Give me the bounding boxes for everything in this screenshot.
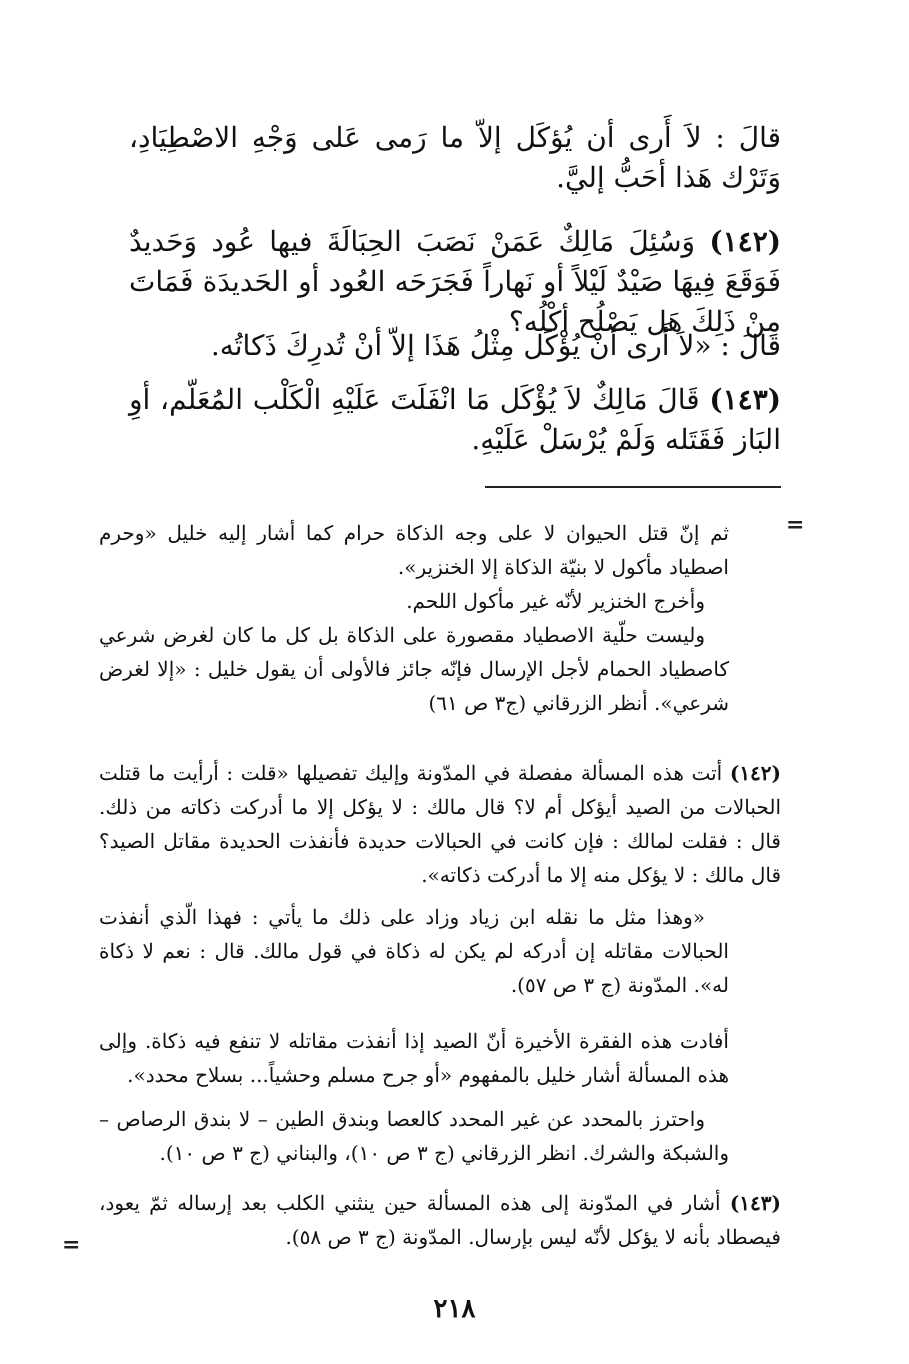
footnote-142-c: أفادت هذه الفقرة الأخيرة أنّ الصيد إذا أنفذت مقاتله لا تنفع فيه ذكاة. وإلى هذه المسألة أشار خليل بالمفهوم «أو جرح مسلم وحشياً... بسلاح محدد». xyxy=(99,1029,729,1087)
footnote-142 xyxy=(99,756,781,892)
main-paragraph-143 xyxy=(129,380,781,460)
footnote-cont-3: وليست حلّية الاصطياد مقصورة على الذكاة بل كل ما كان لغرض شرعي كاصطياد الحمام لأجل الإرسال فإنّه جائز فالأولى أن يقول خليل : «إلا لغرض شرعي». أنظر الزرقاني (ج٣ ص ٦١) xyxy=(99,623,729,715)
page-number: ٢١٨ xyxy=(433,1294,476,1324)
main-text xyxy=(129,118,781,198)
continuation-marker-top: = xyxy=(786,512,805,538)
paragraph-number: (١٤٢) xyxy=(709,225,781,258)
footnote-number: (١٤٢) xyxy=(729,761,782,785)
footnote-cont-1: ثم إنّ قتل الحيوان لا على وجه الذكاة حرام كما أشار إليه خليل «وحرم اصطياد مأكول لا بنيّة الذكاة إلا الخنزير». xyxy=(99,521,729,579)
footnote-number: (١٤٣) xyxy=(729,1191,781,1215)
continuation-marker-bottom: = xyxy=(62,1232,81,1258)
main-paragraph-1: قالَ : لاَ أَرى أن يُؤكَل إلاّ ما رَمى عَلى وَجْهِ الاصْطِيَادِ، وَتَرْك هَذا أحَبُّ إليَّ. xyxy=(129,121,781,194)
footnote-cont-2: وأخرج الخنزير لأنّه غير مأكول اللحم. xyxy=(406,589,705,613)
main-paragraph-3: قالَ : «لاَ أَرى أنْ يُؤْكَل مِثْلُ هَذَا إلاّ أنْ تُدرِكَ ذَكاتُه. xyxy=(210,329,781,362)
footnote-text: أتت هذه المسألة مفصلة في المدّونة وإليك تفصيلها «قلت : أرأيت ما قتلت الحبالات من الصيد أيؤكل أم لا؟ قال مالك : لا يؤكل إلا ما أدركت ذكاته من ذلك. قال : فقلت لمالك : فإن كانت في الحبالات حديدة فأنفذت الحديدة مقاتل الصيد؟ قال مالك : لا يؤكل منه إلا ما أدركت ذكاته». xyxy=(99,761,781,887)
footnote-142-b: «وهذا مثل ما نقله ابن زياد وزاد على ذلك ما يأتي : فهذا الّذي أنفذت الحبالات مقاتله إن أدركه لم يكن له ذكاة في قول مالك. قال : نعم لا ذكاة له». المدّونة (ج ٣ ص ٥٧). xyxy=(99,905,729,997)
footnote-text: أشار في المدّونة إلى هذه المسألة حين ينثني الكلب بعد إرساله ثمّ يعود، فيصطاد بأنه لا يؤكل لأنّه ليس بإرسال. المدّونة (ج ٣ ص ٥٨). xyxy=(99,1191,781,1249)
footnote-divider xyxy=(485,486,781,488)
footnote-143 xyxy=(99,1186,781,1254)
paragraph-number: (١٤٣) xyxy=(709,383,781,416)
footnote-142-d: واحترز بالمحدد عن غير المحدد كالعصا وبندق الطين – لا بندق الرصاص – والشبكة والشرك. انظر الزرقاني (ج ٣ ص ١٠)، والبناني (ج ٣ ص ١٠). xyxy=(99,1107,729,1165)
paragraph-text: وَسُئِلَ مَالِكٌ عَمَنْ نَصَبَ الحِبَالَةَ فيها عُود وَحَديدٌ فَوَقَعَ فِيهَا صَيْدٌ لَيْلاً أو نَهاراً فَجَرَحَه العُود أو الحَديدَة فَمَاتَ مِنْ ذَلِكَ هَل يَصْلُح أكْلُه؟ xyxy=(129,225,781,338)
paragraph-text: قَالَ مَالِكٌ لاَ يُؤْكَل مَا انْفَلَتَ عَلَيْهِ الْكَلْب المُعَلّم، أوِ البَاز فَقَتَله وَلَمْ يُرْسَلْ عَلَيْهِ. xyxy=(129,383,781,456)
footnote-continuation xyxy=(99,516,729,720)
main-paragraph-142 xyxy=(129,222,781,342)
